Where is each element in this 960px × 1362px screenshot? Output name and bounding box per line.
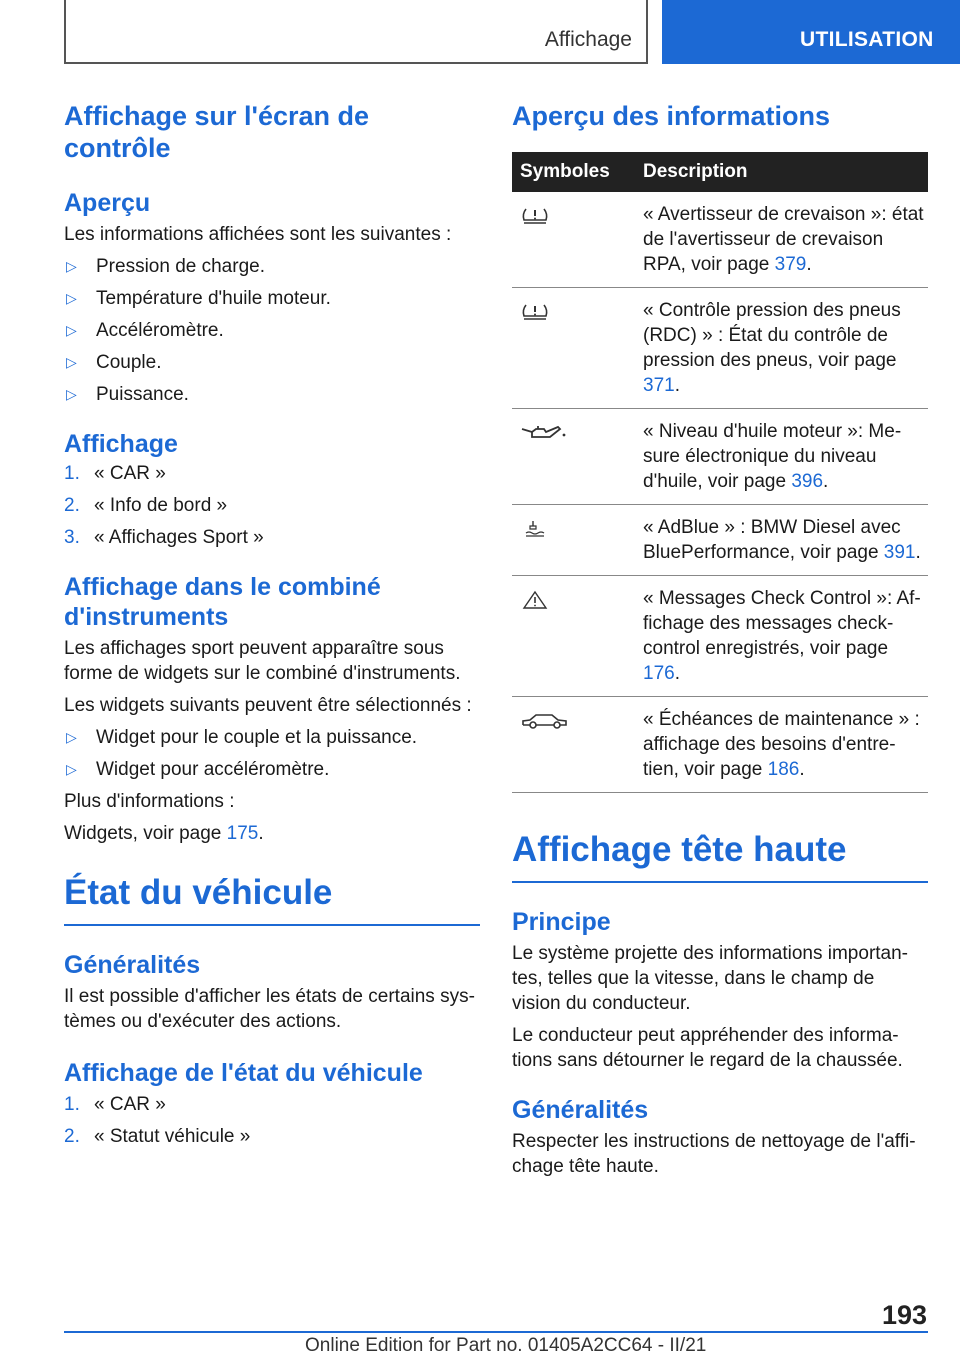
principe-paragraph-2: Le conducteur peut appréhender des informa-tions sans détourner le regard de la chaussée. — [512, 1025, 903, 1071]
subsection-combine: Affichage dans le combiné d'instruments — [64, 573, 381, 631]
subsection-generalites-hud: Généralités — [512, 1096, 649, 1124]
section-title-apercu-info: Aperçu des informations — [512, 101, 831, 131]
list-item: ▷ Widget pour accéléromètre. — [66, 759, 330, 780]
footer-edition: Online Edition for Part no. 01405A2CC64 - II/21 — [305, 1335, 707, 1356]
page-link[interactable]: 396 — [791, 471, 824, 492]
etat-list — [64, 1092, 480, 1149]
tire-pressure-icon — [520, 302, 550, 322]
triangle-bullet-icon: ▷ — [66, 761, 77, 777]
header-chapter: UTILISATION — [662, 0, 960, 64]
header-box — [64, 0, 648, 64]
triangle-bullet-icon: ▷ — [66, 290, 77, 306]
combine-paragraph-2: Les widgets suivants peuvent être sélectionnés : — [64, 695, 472, 716]
adblue-icon — [520, 519, 550, 539]
col-header-description: Description — [635, 152, 928, 192]
page-link[interactable]: 186 — [767, 759, 800, 780]
symbols-table — [512, 152, 928, 793]
oil-can-icon — [520, 423, 570, 443]
header-section: Affichage — [544, 28, 632, 51]
table-row: « Niveau d'huile moteur »: Me-sure électronique du niveau d'huile, voir page 396. — [512, 409, 928, 505]
list-item: ▷ Couple. — [66, 352, 162, 373]
footer-divider — [64, 1331, 928, 1333]
list-item: 2. « Statut véhicule » — [64, 1126, 251, 1147]
list-item: 1. « CAR » — [64, 463, 166, 484]
list-item: ▷ Pression de charge. — [66, 256, 265, 277]
list-item: ▷ Puissance. — [66, 384, 189, 405]
list-item: 3. « Affichages Sport » — [64, 527, 264, 548]
table-row: « Échéances de maintenance » : affichage des besoins d'entre-tien, voir page 186. — [512, 697, 928, 793]
table-row: « Messages Check Control »: Af-fichage des messages check-control enregistrés, voir page 176. — [512, 576, 928, 697]
apercu-list — [64, 254, 480, 407]
widgets-page-link[interactable]: 175 — [226, 823, 259, 844]
car-service-icon — [520, 711, 570, 731]
warning-triangle-icon — [520, 590, 550, 610]
page-link[interactable]: 379 — [774, 254, 807, 275]
widgets-ref: Widgets, voir page 175. — [64, 823, 264, 844]
combine-paragraph: Les affichages sport peuvent apparaître sous forme de widgets sur le combiné d'instruments. — [64, 638, 461, 684]
subsection-principe: Principe — [512, 908, 611, 936]
chapter-title-hud: Affichage tête haute — [512, 829, 928, 883]
triangle-bullet-icon: ▷ — [66, 322, 77, 338]
table-row: « Contrôle pression des pneus (RDC) » : État du contrôle de pression des pneus, voir page 371. — [512, 288, 928, 409]
page-number: 193 — [881, 1300, 927, 1330]
table-row: « AdBlue » : BMW Diesel avec BluePerformance, voir page 391. — [512, 505, 928, 576]
page-link[interactable]: 371 — [643, 375, 675, 396]
page-link[interactable]: 391 — [883, 542, 916, 563]
affichage-list — [64, 461, 480, 550]
triangle-bullet-icon: ▷ — [66, 386, 77, 402]
subsection-affichage-etat: Affichage de l'état du véhicule — [64, 1059, 423, 1087]
tire-warning-icon — [520, 206, 550, 226]
generalites-text: Il est possible d'afficher les états de certains sys-tèmes ou d'exécuter des actions. — [64, 986, 475, 1032]
list-item: ▷ Widget pour le couple et la puissance. — [66, 727, 418, 748]
apercu-intro: Les informations affichées sont les suivantes : — [64, 224, 452, 245]
combine-list — [64, 725, 480, 782]
subsection-apercu: Aperçu — [64, 189, 151, 217]
right-column — [512, 100, 928, 1179]
section-title-ecran: Affichage sur l'écran de contrôle — [64, 101, 370, 163]
list-item: ▷ Température d'huile moteur. — [66, 288, 331, 309]
plus-info: Plus d'informations : — [64, 791, 235, 812]
list-item: ▷ Accéléromètre. — [66, 320, 224, 341]
subsection-affichage: Affichage — [64, 430, 178, 458]
list-item: 2. « Info de bord » — [64, 495, 228, 516]
col-header-symboles: Symboles — [512, 152, 635, 192]
triangle-bullet-icon: ▷ — [66, 354, 77, 370]
table-header-row — [512, 152, 928, 192]
principe-paragraph: Le système projette des informations importan-tes, telles que la vitesse, dans le champ de vision du conducteur. — [512, 943, 909, 1014]
chapter-title-etat: État du véhicule — [64, 872, 480, 926]
triangle-bullet-icon: ▷ — [66, 729, 77, 745]
table-row: « Avertisseur de crevaison »: état de l'avertisseur de crevaison RPA, voir page 379. — [512, 192, 928, 288]
page-link[interactable]: 176 — [643, 663, 675, 684]
triangle-bullet-icon: ▷ — [66, 258, 77, 274]
subsection-generalites: Généralités — [64, 951, 201, 979]
left-column — [64, 100, 480, 1149]
list-item: 1. « CAR » — [64, 1094, 166, 1115]
generalites-hud-text: Respecter les instructions de nettoyage de l'affi-chage tête haute. — [512, 1131, 916, 1177]
